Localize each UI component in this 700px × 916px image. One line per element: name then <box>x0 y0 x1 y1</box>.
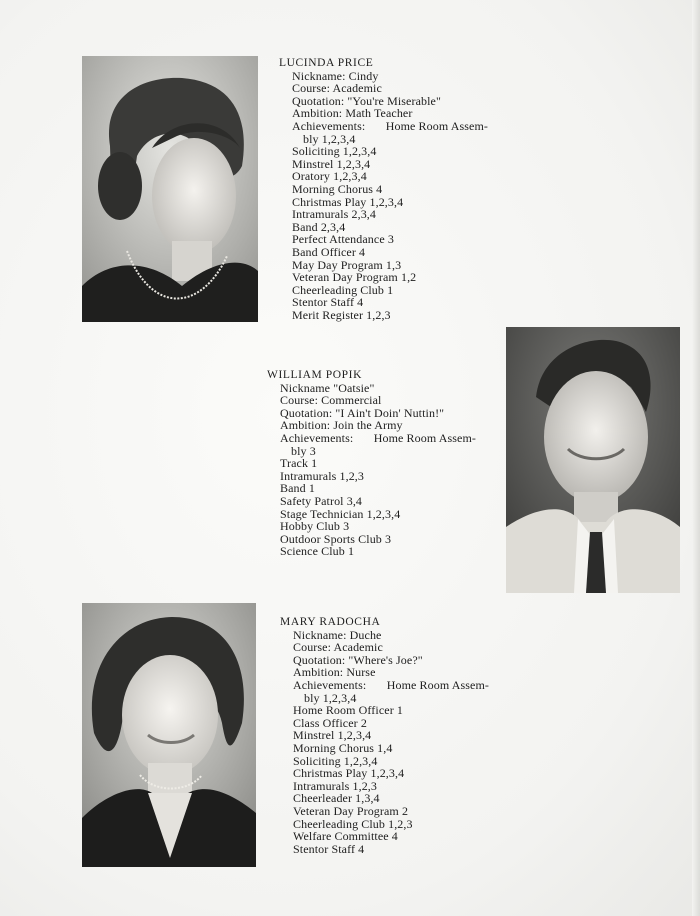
achievement-item: Merit Register 1,2,3 <box>292 307 391 322</box>
ambition: Ambition: Nurse <box>293 665 376 680</box>
nickname: Nickname "Oatsie" <box>280 380 375 395</box>
achievement-item: Morning Chorus 1,4 <box>293 740 393 755</box>
achievement-first: Home Room Assem- <box>373 430 476 445</box>
achievement-item: Intramurals 1,2,3 <box>280 468 365 483</box>
achievement-item: Intramurals 1,2,3 <box>293 778 378 793</box>
achievement-item: Welfare Committee 4 <box>293 829 398 844</box>
achievement-item: Morning Chorus 4 <box>292 181 383 196</box>
achievement-item: Outdoor Sports Club 3 <box>280 531 392 546</box>
achievement-item: Band Officer 4 <box>292 244 366 259</box>
quotation: Quotation: "I Ain't Doin' Nuttin!" <box>280 405 445 420</box>
nickname: Nickname: Duche <box>293 627 382 642</box>
ambition: Ambition: Join the Army <box>280 418 403 433</box>
achievement-item: Science Club 1 <box>280 544 355 559</box>
nickname: Nickname: Cindy <box>292 68 379 83</box>
quotation: Quotation: "Where's Joe?" <box>293 652 423 667</box>
achievement-item: Class Officer 2 <box>293 715 367 730</box>
achievement-item: Intramurals 2,3,4 <box>292 207 377 222</box>
achievement-continuation: bly 3 <box>291 443 316 458</box>
course: Course: Academic <box>293 640 383 655</box>
student-name: LUCINDA PRICE <box>279 57 374 69</box>
achievement-continuation: bly 1,2,3,4 <box>304 690 357 705</box>
achievement-item: Veteran Day Program 2 <box>293 803 409 818</box>
achievement-item: Cheerleading Club 1 <box>292 282 394 297</box>
achievement-item: Perfect Attendance 3 <box>292 232 394 247</box>
entry-lucinda-price <box>279 57 488 321</box>
achievement-item: Christmas Play 1,2,3,4 <box>293 766 405 781</box>
achievement-item: Home Room Officer 1 <box>293 703 403 718</box>
student-name: WILLIAM POPIK <box>267 369 362 381</box>
achievement-continuation: bly 1,2,3,4 <box>303 131 356 146</box>
achievement-item: May Day Program 1,3 <box>292 257 402 272</box>
achievement-item: Oratory 1,2,3,4 <box>292 169 367 184</box>
achievements-label: Achievements: <box>280 430 354 445</box>
achievement-item: Veteran Day Program 1,2 <box>292 270 417 285</box>
page-edge <box>692 0 700 916</box>
quotation: Quotation: "You're Miserable" <box>292 93 441 108</box>
achievements-label: Achievements: <box>292 118 366 133</box>
achievement-item: Christmas Play 1,2,3,4 <box>292 194 404 209</box>
course: Course: Commercial <box>280 393 382 408</box>
achievement-first: Home Room Assem- <box>385 118 488 133</box>
achievement-item: Safety Patrol 3,4 <box>280 493 363 508</box>
achievement-item: Minstrel 1,2,3,4 <box>293 728 372 743</box>
achievement-item: Minstrel 1,2,3,4 <box>292 156 371 171</box>
achievements-label: Achievements: <box>293 677 367 692</box>
entry-william-popik <box>267 369 476 558</box>
portrait-william-popik <box>506 327 680 593</box>
entry-mary-radocha <box>280 616 489 855</box>
portrait-mary-radocha <box>82 603 256 867</box>
achievement-item: Stentor Staff 4 <box>292 295 364 310</box>
portrait-lucinda-price <box>82 56 258 322</box>
course: Course: Academic <box>292 81 382 96</box>
achievement-item: Cheerleading Club 1,2,3 <box>293 816 413 831</box>
ambition: Ambition: Math Teacher <box>292 106 413 121</box>
achievement-item: Track 1 <box>280 456 318 471</box>
achievement-item: Soliciting 1,2,3,4 <box>292 144 377 159</box>
achievement-item: Stage Technician 1,2,3,4 <box>280 506 401 521</box>
student-name: MARY RADOCHA <box>280 616 381 628</box>
achievement-item: Band 1 <box>280 481 315 496</box>
achievement-item: Hobby Club 3 <box>280 519 350 534</box>
achievement-item: Band 2,3,4 <box>292 219 346 234</box>
achievement-first: Home Room Assem- <box>386 677 489 692</box>
achievement-item: Soliciting 1,2,3,4 <box>293 753 378 768</box>
achievement-item: Cheerleader 1,3,4 <box>293 791 380 806</box>
achievement-item: Stentor Staff 4 <box>293 841 365 856</box>
